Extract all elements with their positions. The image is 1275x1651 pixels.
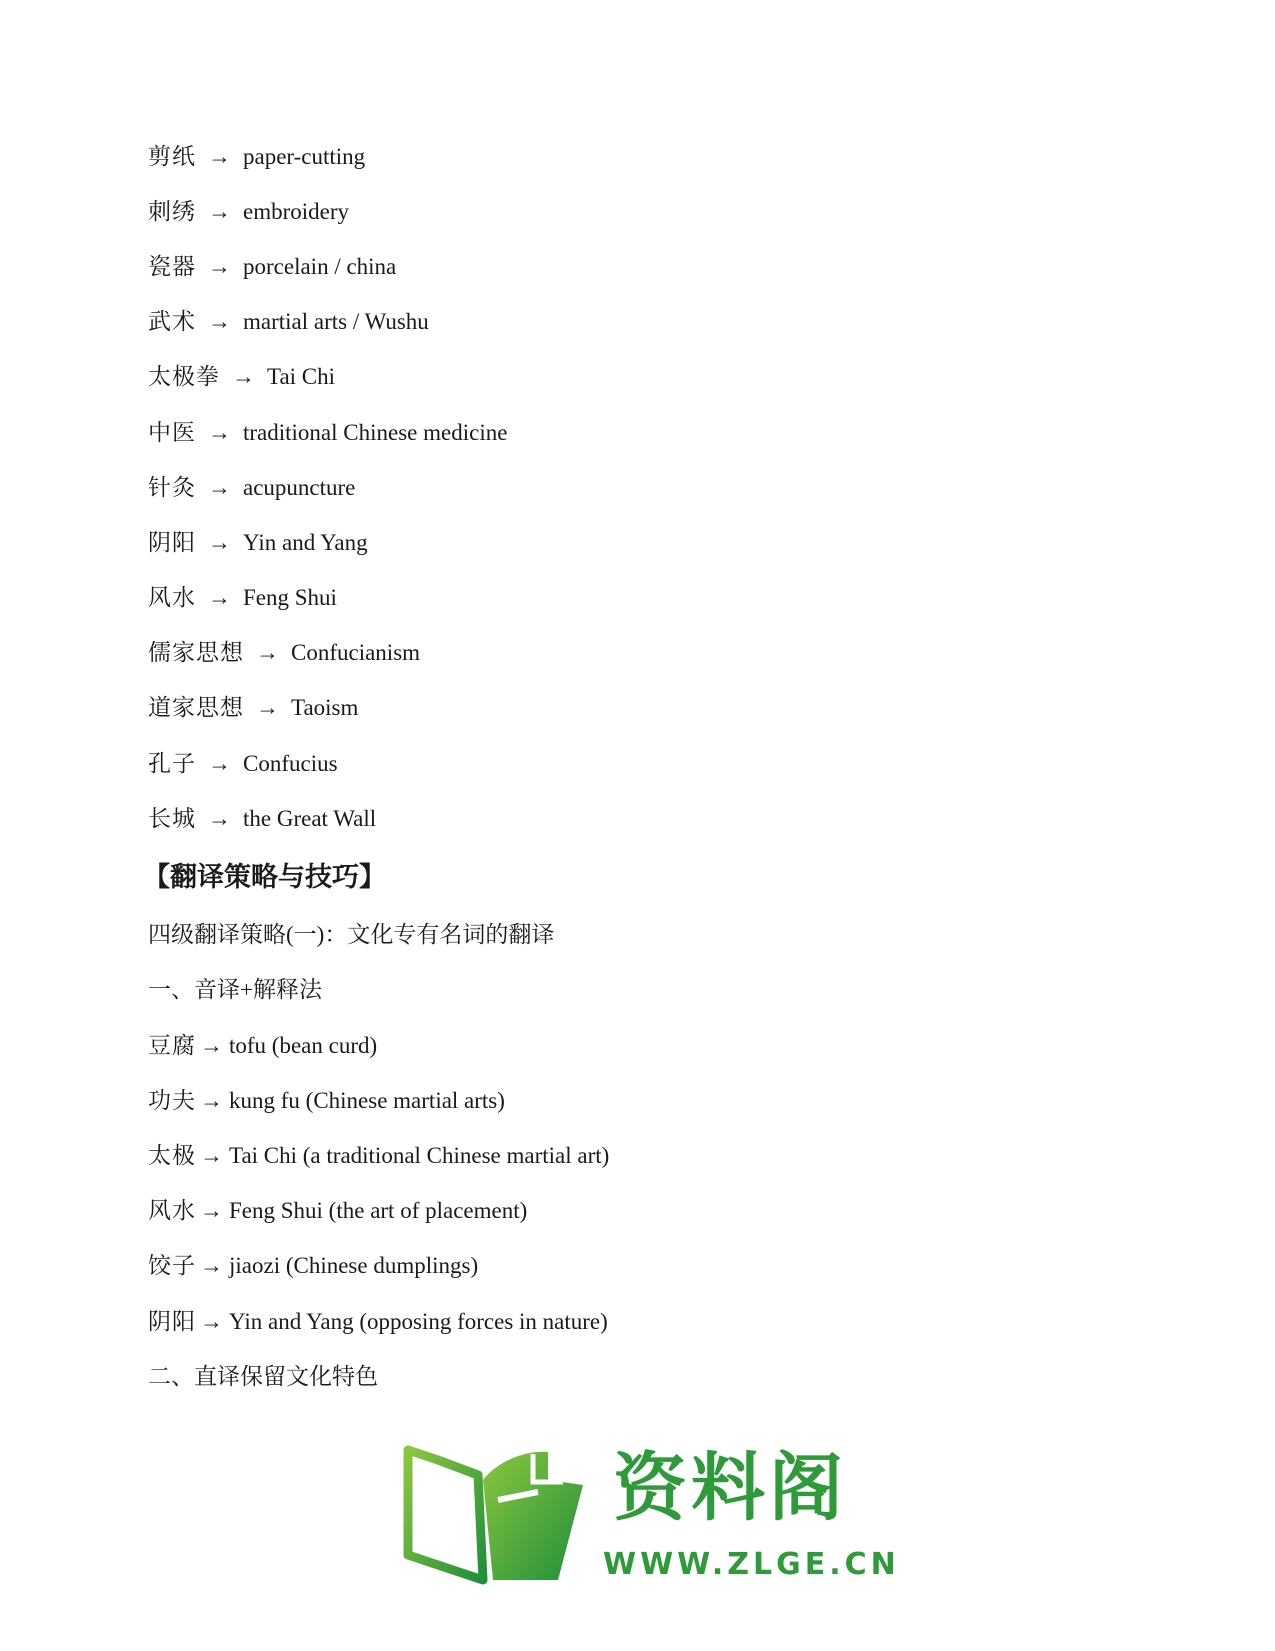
example-item: 太极 → Tai Chi (a traditional Chinese martial art) <box>148 1143 610 1168</box>
vocab-item: 武术 → martial arts / Wushu <box>148 309 429 334</box>
vocab-item: 针灸 → acupuncture <box>148 475 356 500</box>
watermark-url: WWW.ZLGE.CN <box>603 1547 900 1582</box>
example-item: 阴阳 → Yin and Yang (opposing forces in nature) <box>148 1309 608 1334</box>
section-heading: 【翻译策略与技巧】 <box>143 862 386 892</box>
strategy-title: 四级翻译策略(一)：文化专有名词的翻译 <box>148 922 555 947</box>
vocab-item: 太极拳 → Tai Chi <box>148 364 336 389</box>
vocab-item: 道家思想 → Taoism <box>148 695 359 720</box>
vocab-item: 孔子 → Confucius <box>148 751 338 776</box>
watermark-logo <box>398 1440 900 1615</box>
example-item: 饺子 → jiaozi (Chinese dumplings) <box>148 1253 479 1278</box>
vocab-item: 中医 → traditional Chinese medicine <box>148 420 508 445</box>
vocab-item: 长城 → the Great Wall <box>148 806 377 831</box>
method-1-heading: 一、音译+解释法 <box>148 977 322 1002</box>
example-item: 功夫 → kung fu (Chinese martial arts) <box>148 1088 505 1113</box>
example-item: 豆腐 → tofu (bean curd) <box>148 1033 378 1058</box>
vocab-item: 阴阳 → Yin and Yang <box>148 530 368 555</box>
vocab-item: 儒家思想 → Confucianism <box>148 640 421 665</box>
vocab-item: 刺绣 → embroidery <box>148 199 350 224</box>
watermark-name: 资料阁 <box>613 1445 847 1531</box>
vocab-item: 瓷器 → porcelain / china <box>148 254 397 279</box>
book-icon <box>398 1440 598 1590</box>
example-item: 风水 → Feng Shui (the art of placement) <box>148 1198 528 1223</box>
method-2-heading: 二、直译保留文化特色 <box>148 1364 378 1389</box>
vocab-item: 风水 → Feng Shui <box>148 585 337 610</box>
vocab-item: 剪纸 → paper-cutting <box>148 144 366 169</box>
